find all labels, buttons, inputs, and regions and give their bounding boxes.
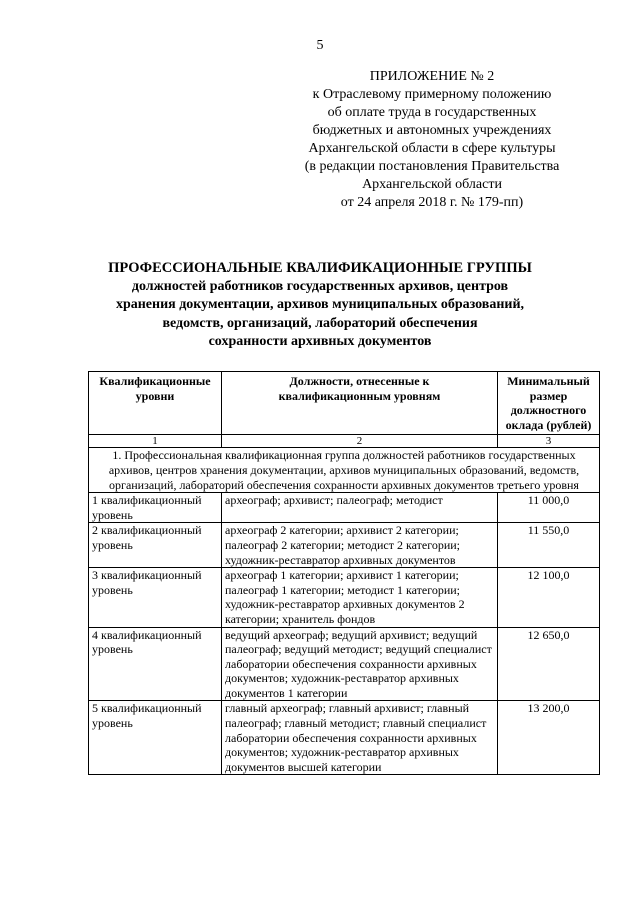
level-cell: 5 квалификационный уровень bbox=[89, 701, 222, 775]
document-title-line: хранения документации, архивов муниципальных образований, bbox=[115, 297, 525, 312]
salary-cell: 12 650,0 bbox=[498, 627, 600, 701]
appendix-line: Архангельской области в сфере культуры bbox=[308, 141, 556, 156]
level-cell: 2 квалификационный уровень bbox=[89, 523, 222, 568]
appendix-block bbox=[282, 68, 582, 212]
salary-cell: 13 200,0 bbox=[498, 701, 600, 775]
appendix-line: об оплате труда в государственных bbox=[327, 105, 537, 120]
positions-cell: ведущий археограф; ведущий архивист; ведущий палеограф; ведущий методист; ведущий специалист лаборатории обеспечения сохранности архивных документов; художник-реставратор архивных документов 1 категории bbox=[222, 627, 498, 701]
group-title: 1. Профессиональная квалификационная группа должностей работников государственных архивов, центров хранения документации, архивов муниципальных образований, ведомств, организаций, лабораторий обеспечения сохранности архивных документов третьего уровня bbox=[89, 448, 600, 493]
document-title-line: ведомств, организаций, лабораторий обеспечения bbox=[162, 315, 478, 331]
header-levels: Квалификационные уровни bbox=[89, 372, 222, 435]
document-title-main: ПРОФЕССИОНАЛЬНЫЕ КВАЛИФИКАЦИОННЫЕ ГРУППЫ bbox=[108, 260, 532, 276]
header-positions: Должности, отнесенные к квалификационным уровням bbox=[222, 372, 498, 435]
positions-cell: археограф; архивист; палеограф; методист bbox=[222, 493, 498, 523]
appendix-line: от 24 апреля 2018 г. № 179-пп) bbox=[340, 195, 524, 210]
table-row bbox=[89, 493, 600, 523]
appendix-line: Архангельской области bbox=[362, 177, 502, 192]
column-number-row bbox=[89, 435, 600, 448]
appendix-line: бюджетных и автономных учреждениях bbox=[312, 123, 552, 138]
group-title-row bbox=[89, 448, 600, 493]
document-title-line: должностей работников государственных архивов, центров bbox=[131, 278, 509, 294]
document-title-line: сохранности архивных документов bbox=[208, 334, 432, 349]
table-header-row bbox=[89, 372, 600, 435]
level-cell: 4 квалификационный уровень bbox=[89, 627, 222, 701]
header-salary: Минимальный размер должностного оклада (рублей) bbox=[498, 372, 600, 435]
column-number: 3 bbox=[498, 435, 600, 448]
appendix-line: ПРИЛОЖЕНИЕ № 2 bbox=[369, 69, 495, 84]
column-number: 1 bbox=[89, 435, 222, 448]
table-row bbox=[89, 627, 600, 701]
qualification-table bbox=[88, 371, 600, 775]
positions-cell: археограф 2 категории; архивист 2 категории; палеограф 2 категории; методист 2 категории; художник-реставратор архивных документов bbox=[222, 523, 498, 568]
level-cell: 1 квалификационный уровень bbox=[89, 493, 222, 523]
document-title bbox=[60, 259, 580, 352]
table-row bbox=[89, 568, 600, 627]
page-number: 5 bbox=[316, 38, 324, 53]
salary-cell: 11 000,0 bbox=[498, 493, 600, 523]
table-row bbox=[89, 523, 600, 568]
level-cell: 3 квалификационный уровень bbox=[89, 568, 222, 627]
appendix-line: к Отраслевому примерному положению bbox=[312, 87, 552, 102]
column-number: 2 bbox=[222, 435, 498, 448]
salary-cell: 12 100,0 bbox=[498, 568, 600, 627]
salary-cell: 11 550,0 bbox=[498, 523, 600, 568]
appendix-line: (в редакции постановления Правительства bbox=[304, 159, 560, 174]
positions-cell: главный археограф; главный архивист; главный палеограф; главный методист; главный специалист лаборатории обеспечения сохранности архивных документов; художник-реставратор архивных документов высшей категории bbox=[222, 701, 498, 775]
positions-cell: археограф 1 категории; архивист 1 категории; палеограф 1 категории; методист 1 категории; художник-реставратор архивных документов 2 категории; хранитель фондов bbox=[222, 568, 498, 627]
table-row bbox=[89, 701, 600, 775]
